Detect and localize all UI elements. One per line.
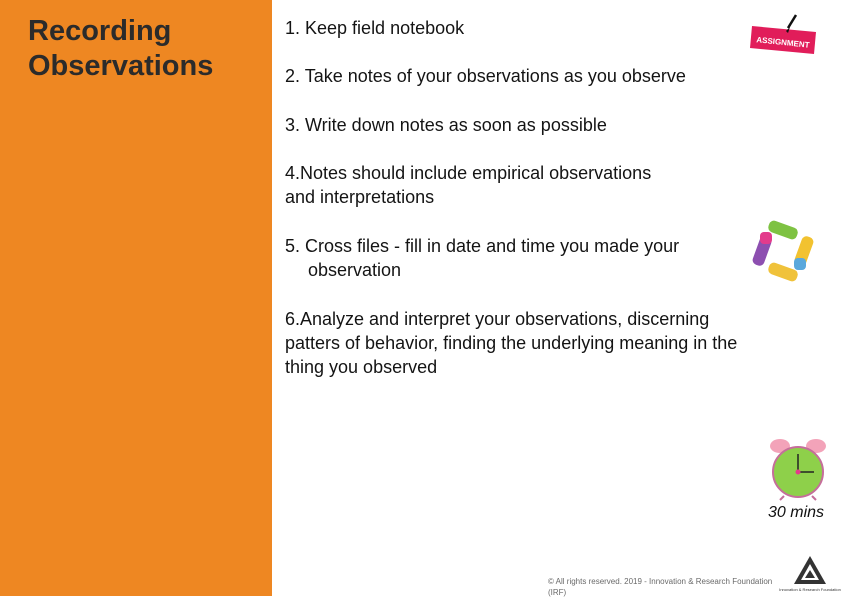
list-item-6-line3: thing you observed [285,357,438,377]
list-item-4 [285,161,651,209]
copyright-line1: © All rights reserved. 2019 - Innovation & Research Foundation [548,577,773,586]
page-title-line2: Observations [28,50,214,82]
sidebar-panel [0,0,272,596]
puzzle-ring-icon [754,222,812,280]
list-item-5-line1: 5. Cross files - fill in date and time you made your [285,236,680,256]
page-title-line1: Recording [28,15,172,47]
list-item-4-line2: and interpretations [285,187,435,207]
timer-label: 30 mins [768,504,825,521]
list-item-4-line1: 4.Notes should include empirical observations [285,163,652,183]
list-item-1: 1. Keep field notebook [285,18,465,38]
list-item-2: 2. Take notes of your observations as you observe [285,66,686,86]
list-item-5 [285,234,679,282]
list-item-6-line2: patters of behavior, finding the underlying meaning in the [285,333,738,353]
copyright-line2: (IRF) [548,588,567,597]
alarm-clock-icon [768,436,828,500]
list-item-6 [285,307,737,379]
list-item-5-line2: observation [308,260,402,280]
copyright-footer [548,576,778,598]
irf-logo-icon [779,554,841,594]
page-title [28,14,268,84]
list-item-6-line1: 6.Analyze and interpret your observations, discerning [285,309,710,329]
assignment-stamp-label: ASSIGNMENT [755,35,810,50]
list-item-3: 3. Write down notes as soon as possible [285,115,607,135]
assignment-stamp-icon [750,12,820,58]
irf-logo-label: Innovation & Research Foundation [779,587,841,592]
